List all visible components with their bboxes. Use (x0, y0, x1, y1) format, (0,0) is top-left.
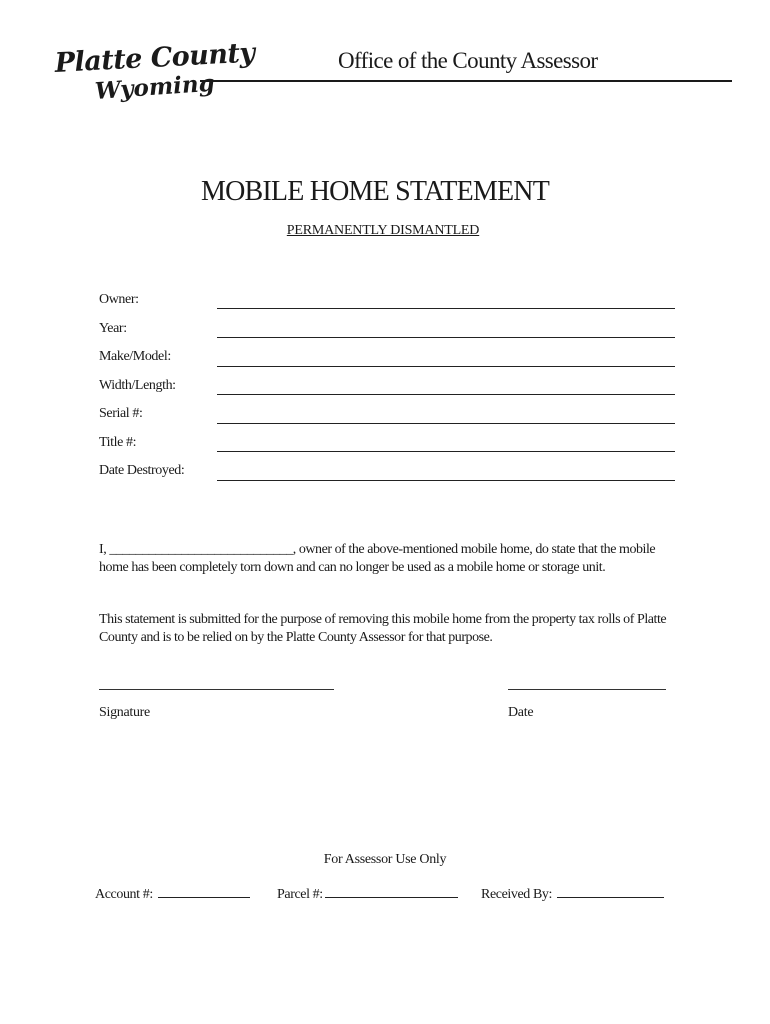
account-field[interactable] (158, 896, 250, 898)
document-subtitle: PERMANENTLY DISMANTLED (286, 223, 480, 238)
year-field[interactable] (217, 337, 675, 338)
title-number-label: Title #: (99, 435, 137, 450)
year-label: Year: (99, 321, 127, 336)
date-label: Date (508, 705, 534, 720)
signature-label: Signature (99, 705, 150, 720)
owner-label: Owner: (99, 292, 139, 307)
received-by-field[interactable] (557, 896, 664, 898)
statement-text: , owner of the above-mentioned mobile home, do state that the mobile home has been completely torn down and can no longer be used as a mobile home or storage unit. (99, 542, 656, 575)
office-title: Office of the County Assessor (338, 48, 598, 73)
owner-field[interactable] (217, 308, 675, 309)
make-model-label: Make/Model: (99, 349, 171, 364)
serial-field[interactable] (217, 423, 675, 424)
width-length-label: Width/Length: (99, 378, 176, 393)
header-divider (200, 80, 732, 82)
parcel-field[interactable] (325, 896, 458, 898)
statement-paragraph (99, 541, 669, 576)
purpose-paragraph: This statement is submitted for the purpose of removing this mobile home from the property tax rolls of Platte County and is to be relied on by the Platte County Assessor for that purpose. (99, 612, 667, 645)
assessor-use-heading: For Assessor Use Only (323, 852, 447, 867)
date-field[interactable] (508, 689, 666, 690)
account-label: Account #: (95, 887, 153, 902)
serial-label: Serial #: (99, 406, 143, 421)
make-model-field[interactable] (217, 366, 675, 367)
date-destroyed-field[interactable] (217, 480, 675, 481)
parcel-label: Parcel #: (277, 887, 323, 902)
date-destroyed-label: Date Destroyed: (99, 463, 185, 478)
logo-state-name: Wyoming (94, 69, 216, 105)
statement-name-blank[interactable]: ____________________________ (109, 542, 293, 557)
title-number-field[interactable] (217, 451, 675, 452)
parcel-field-group (277, 887, 458, 903)
statement-prefix: I, (99, 542, 107, 557)
logo-county-name: Platte County (54, 37, 256, 79)
received-by-label: Received By: (481, 887, 553, 902)
account-field-group (95, 887, 250, 903)
width-length-field[interactable] (217, 394, 675, 395)
received-field-group (481, 887, 664, 903)
signature-field[interactable] (99, 689, 334, 690)
document-title: MOBILE HOME STATEMENT (200, 176, 550, 207)
